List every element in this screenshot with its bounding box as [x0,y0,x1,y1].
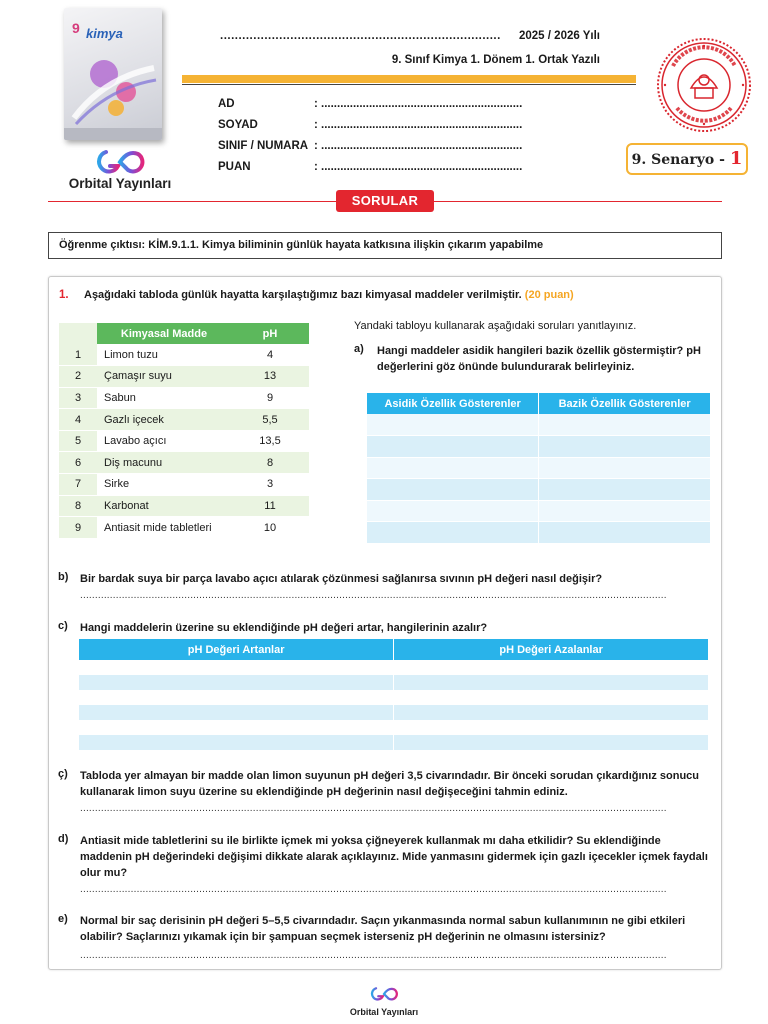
table-row [59,430,309,452]
table-row [59,344,309,366]
book-title: kimya [86,26,123,41]
answer-cell[interactable] [394,690,709,705]
subquestion-cc-label: ç) [58,768,68,780]
answer-cell[interactable] [539,414,711,436]
ministry-seal-icon [655,36,753,134]
section-label: SORULAR [336,190,434,212]
molecule-illustration [64,8,162,140]
footer-brand [334,986,434,1017]
field-value: : ............................................................... [314,140,523,152]
answer-cell[interactable] [539,479,711,501]
column-header-ph-increase: pH Değeri Artanlar [79,639,394,660]
header-gold-bar [182,75,636,83]
column-header-basic: Bazik Özellik Gösterenler [539,393,711,414]
ph-value: 10 [231,517,309,539]
answer-row [79,660,709,675]
column-header-ph: pH [231,323,309,344]
ph-value: 3 [231,474,309,496]
answer-row [367,500,711,522]
row-index: 2 [59,366,97,388]
field-soyad [218,119,522,131]
ph-value: 4 [231,344,309,366]
table-row [59,366,309,388]
side-intro: Yandaki tabloyu kullanarak aşağıdaki soruları yanıtlayınız. [354,320,637,332]
column-header-substance: Kimyasal Madde [97,323,231,344]
question-number: 1. [59,289,69,301]
answer-cell[interactable] [79,720,394,735]
subquestion-c-label: c) [58,620,68,632]
substance-name: Limon tuzu [97,344,231,366]
substance-name: Çamaşır suyu [97,366,231,388]
substance-name: Sirke [97,474,231,496]
subquestion-a-text: Hangi maddeler asidik hangileri bazik özellik göstermiştir? pH değerlerini göz önünde bulundurarak belirleyiniz. [377,345,701,373]
orbital-logo-icon [364,986,404,1002]
subquestion-d-text: Antiasit mide tabletlerini su ile birlikte içmek mi yoksa çiğneyerek kullanmak mı daha etkilidir? Su eklendiğinde maddenin pH değerindeki değişimi dikkate alarak açıklayınız. Mide yanmasını gidermek için gazlı içecekler içmek faydalı olur mu? [80,835,708,879]
field-label: PUAN [218,161,251,173]
answer-cell[interactable] [367,436,539,458]
ph-value: 13,5 [231,430,309,452]
field-sinif-numara [218,140,522,152]
table-row [59,387,309,409]
name-year-line [220,30,600,42]
learning-outcome: Öğrenme çıktısı: KİM.9.1.1. Kimya biliminin günlük hayata katkısına ilişkin çıkarım yapabilme [48,232,722,259]
subquestion-e-text: Normal bir saç derisinin pH değeri 5–5,5 civarındadır. Saçın yıkanmasında normal sabun kullanımının ne gibi etkileri olabilir? Saçlarınızı yıkamak için bir şampuan seçmek isterseniz pH değerinin ne olmasını istersiniz? [80,915,686,943]
answer-cell[interactable] [539,522,711,544]
answer-line[interactable]: ..................................................................................................................................................................................................... [80,803,667,814]
row-index: 1 [59,344,97,366]
header-divider [182,84,636,85]
ph-value: 11 [231,495,309,517]
answer-cell[interactable] [367,479,539,501]
answer-cell[interactable] [539,457,711,479]
answer-cell[interactable] [79,735,394,750]
field-value: : ............................................................... [314,98,523,110]
table-row [59,452,309,474]
field-value: : ............................................................... [314,119,523,131]
footer-publisher: Orbital Yayınları [349,1007,419,1017]
answer-line[interactable]: ..................................................................................................................................................................................................... [80,590,667,601]
answer-cell[interactable] [394,660,709,675]
subquestion-b-text: Bir bardak suya bir parça lavabo açıcı atılarak çözünmesi sağlanırsa sıvının pH değeri nasıl değişir? [80,573,603,585]
answer-row [367,414,711,436]
substance-name: Lavabo açıcı [97,430,231,452]
substance-name: Sabun [97,387,231,409]
ph-value: 8 [231,452,309,474]
substance-name: Gazlı içecek [97,409,231,431]
answer-line[interactable]: ..................................................................................................................................................................................................... [80,950,667,961]
publisher-brand [60,148,180,200]
table-row [59,474,309,496]
answer-row [79,690,709,705]
orbital-logo-icon [88,148,152,176]
field-label: SOYAD [218,119,258,131]
subquestion-b-label: b) [58,571,69,583]
school-year: 2025 / 2026 Yılı [519,30,600,42]
table-corner [59,323,97,344]
answer-cell[interactable] [539,500,711,522]
row-index: 4 [59,409,97,431]
substance-name: Diş macunu [97,452,231,474]
answer-cell[interactable] [79,660,394,675]
field-label: SINIF / NUMARA [218,140,309,152]
scenario-number: 1 [729,148,743,169]
question-points: (20 puan) [524,289,574,301]
field-ad [218,98,522,110]
answer-row [79,735,709,750]
row-index: 8 [59,495,97,517]
acid-base-answer-table [367,393,711,544]
answer-cell[interactable] [79,705,394,720]
substance-table [59,323,309,539]
question-stem: Aşağıdaki tabloda günlük hayatta karşılaştığımız bazı kimyasal maddeler verilmiştir. [84,289,522,301]
answer-line[interactable]: ..................................................................................................................................................................................................... [80,884,667,895]
substance-name: Antiasit mide tabletleri [97,517,231,539]
scenario-text: 9. Senaryo - [631,152,725,168]
field-label: AD [218,98,235,110]
subquestion-d-label: d) [58,833,69,845]
ph-value: 5,5 [231,409,309,431]
subquestion-a-label: a) [354,343,364,355]
subquestion-e-label: e) [58,913,68,925]
answer-row [367,522,711,544]
answer-cell[interactable] [394,705,709,720]
publisher-name: Orbital Yayınları [68,176,172,191]
row-index: 6 [59,452,97,474]
book-cover-image [64,8,162,140]
exam-title: 9. Sınıf Kimya 1. Dönem 1. Ortak Yazılı [391,54,600,66]
ph-value: 13 [231,366,309,388]
book-grade: 9 [72,20,80,36]
ph-change-answer-table [79,639,709,750]
field-puan [218,161,522,173]
subquestion-c-text: Hangi maddelerin üzerine su eklendiğinde pH değeri artar, hangilerinin azalır? [80,622,488,634]
answer-cell[interactable] [367,457,539,479]
row-index: 7 [59,474,97,496]
answer-cell[interactable] [539,436,711,458]
field-value: : ............................................................... [314,161,523,173]
table-row [59,409,309,431]
answer-row [367,457,711,479]
ph-value: 9 [231,387,309,409]
answer-row [79,720,709,735]
answer-row [367,436,711,458]
answer-cell[interactable] [367,414,539,436]
answer-row [367,479,711,501]
row-index: 5 [59,430,97,452]
subquestion-cc-text: Tabloda yer almayan bir madde olan limon suyunun pH değeri 3,5 civarındadır. Bir önceki sorudan çıkardığınız sonucu kullanarak limon suyu üzerine su eklendiğinde pH değerinin nasıl değişeceğini tahmin ediniz. [80,770,700,798]
answer-cell[interactable] [367,500,539,522]
question-text [84,289,574,301]
answer-cell[interactable] [394,735,709,750]
table-row [59,495,309,517]
name-dots: ............................................................................ [220,30,501,42]
answer-row [79,705,709,720]
column-header-acidic: Asidik Özellik Gösterenler [367,393,539,414]
answer-cell[interactable] [367,522,539,544]
table-row [59,517,309,539]
scenario-badge [626,143,748,175]
answer-cell[interactable] [394,720,709,735]
answer-cell[interactable] [394,675,709,690]
row-index: 9 [59,517,97,539]
answer-row [79,675,709,690]
answer-cell[interactable] [79,690,394,705]
answer-cell[interactable] [79,675,394,690]
row-index: 3 [59,387,97,409]
substance-name: Karbonat [97,495,231,517]
column-header-ph-decrease: pH Değeri Azalanlar [394,639,709,660]
